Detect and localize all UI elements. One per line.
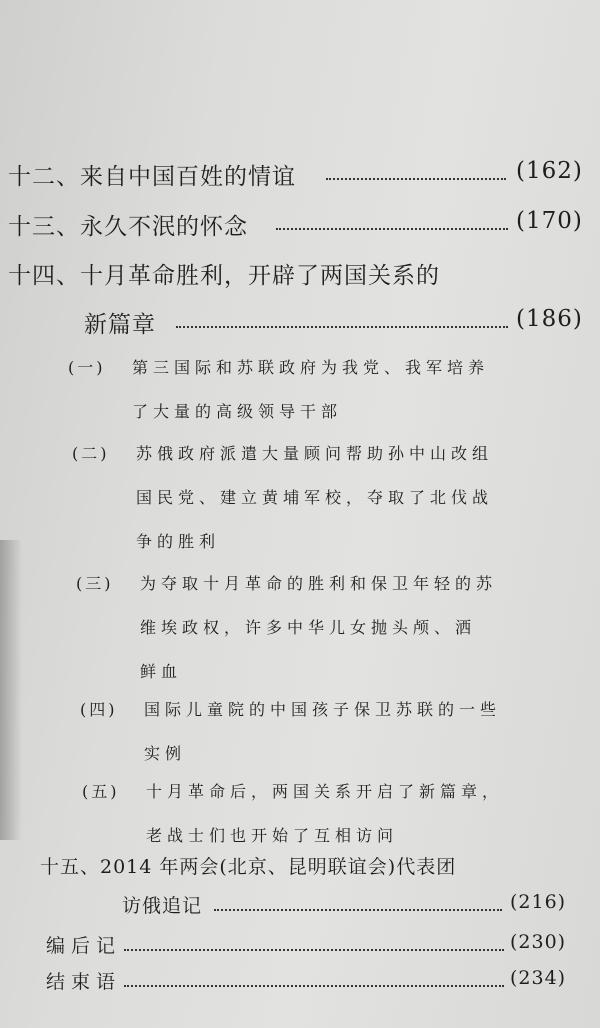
subentry-line: 苏俄政府派遣大量顾问帮助孙中山改组 (136, 444, 494, 463)
subentry-number: (二) (72, 444, 110, 463)
subentry-number: (三) (76, 574, 114, 593)
subentry-line: 实例 (144, 744, 187, 763)
toc-entry-label: 十三、永久不泯的怀念 (8, 214, 248, 240)
subentry-number: (一) (68, 358, 106, 377)
toc-entry-label: 十四、十月革命胜利，开辟了两国关系的 (8, 263, 440, 289)
toc-entry-label: 十二、来自中国百姓的情谊 (8, 164, 296, 190)
toc-entry-label: 十五、2014 年两会(北京、昆明联谊会)代表团 (40, 856, 457, 878)
page-edge-shadow (0, 540, 22, 840)
toc-entry-label: 结束语 (46, 971, 122, 993)
page-number: (216) (510, 891, 567, 913)
subentry-line: 老战士们也开始了互相访问 (146, 826, 399, 845)
toc-entry-label: 新篇章 (84, 312, 156, 338)
subentry-number: (四) (80, 700, 118, 719)
page-number: (234) (510, 967, 567, 989)
page-number: (162) (516, 158, 583, 184)
subentry-line: 争的胜利 (136, 532, 221, 551)
dot-leader (124, 985, 504, 987)
dot-leader (214, 909, 502, 911)
toc-entry-label: 访俄追记 (122, 895, 203, 917)
dot-leader (124, 949, 504, 951)
subentry-line: 鲜血 (140, 662, 183, 681)
page-number: (230) (510, 931, 567, 953)
dot-leader (326, 178, 506, 180)
dot-leader (276, 228, 508, 230)
subentry-line: 第三国际和苏联政府为我党、我军培养 (132, 358, 490, 377)
subentry-line: 国民党、建立黄埔军校，夺取了北伐战 (136, 488, 494, 507)
subentry-line: 为夺取十月革命的胜利和保卫年轻的苏 (140, 574, 498, 593)
subentry-number: (五) (82, 782, 120, 801)
subentry-line: 维埃政权，许多中华儿女抛头颅、洒 (140, 618, 477, 637)
toc-entry-label: 编后记 (46, 935, 122, 957)
page-number: (186) (516, 306, 583, 332)
subentry-line: 了大量的高级领导干部 (132, 402, 343, 421)
subentry-line: 国际儿童院的中国孩子保卫苏联的一些 (144, 700, 502, 719)
dot-leader (176, 326, 508, 328)
page-number: (170) (516, 208, 583, 234)
subentry-line: 十月革命后，两国关系开启了新篇章， (146, 782, 504, 801)
